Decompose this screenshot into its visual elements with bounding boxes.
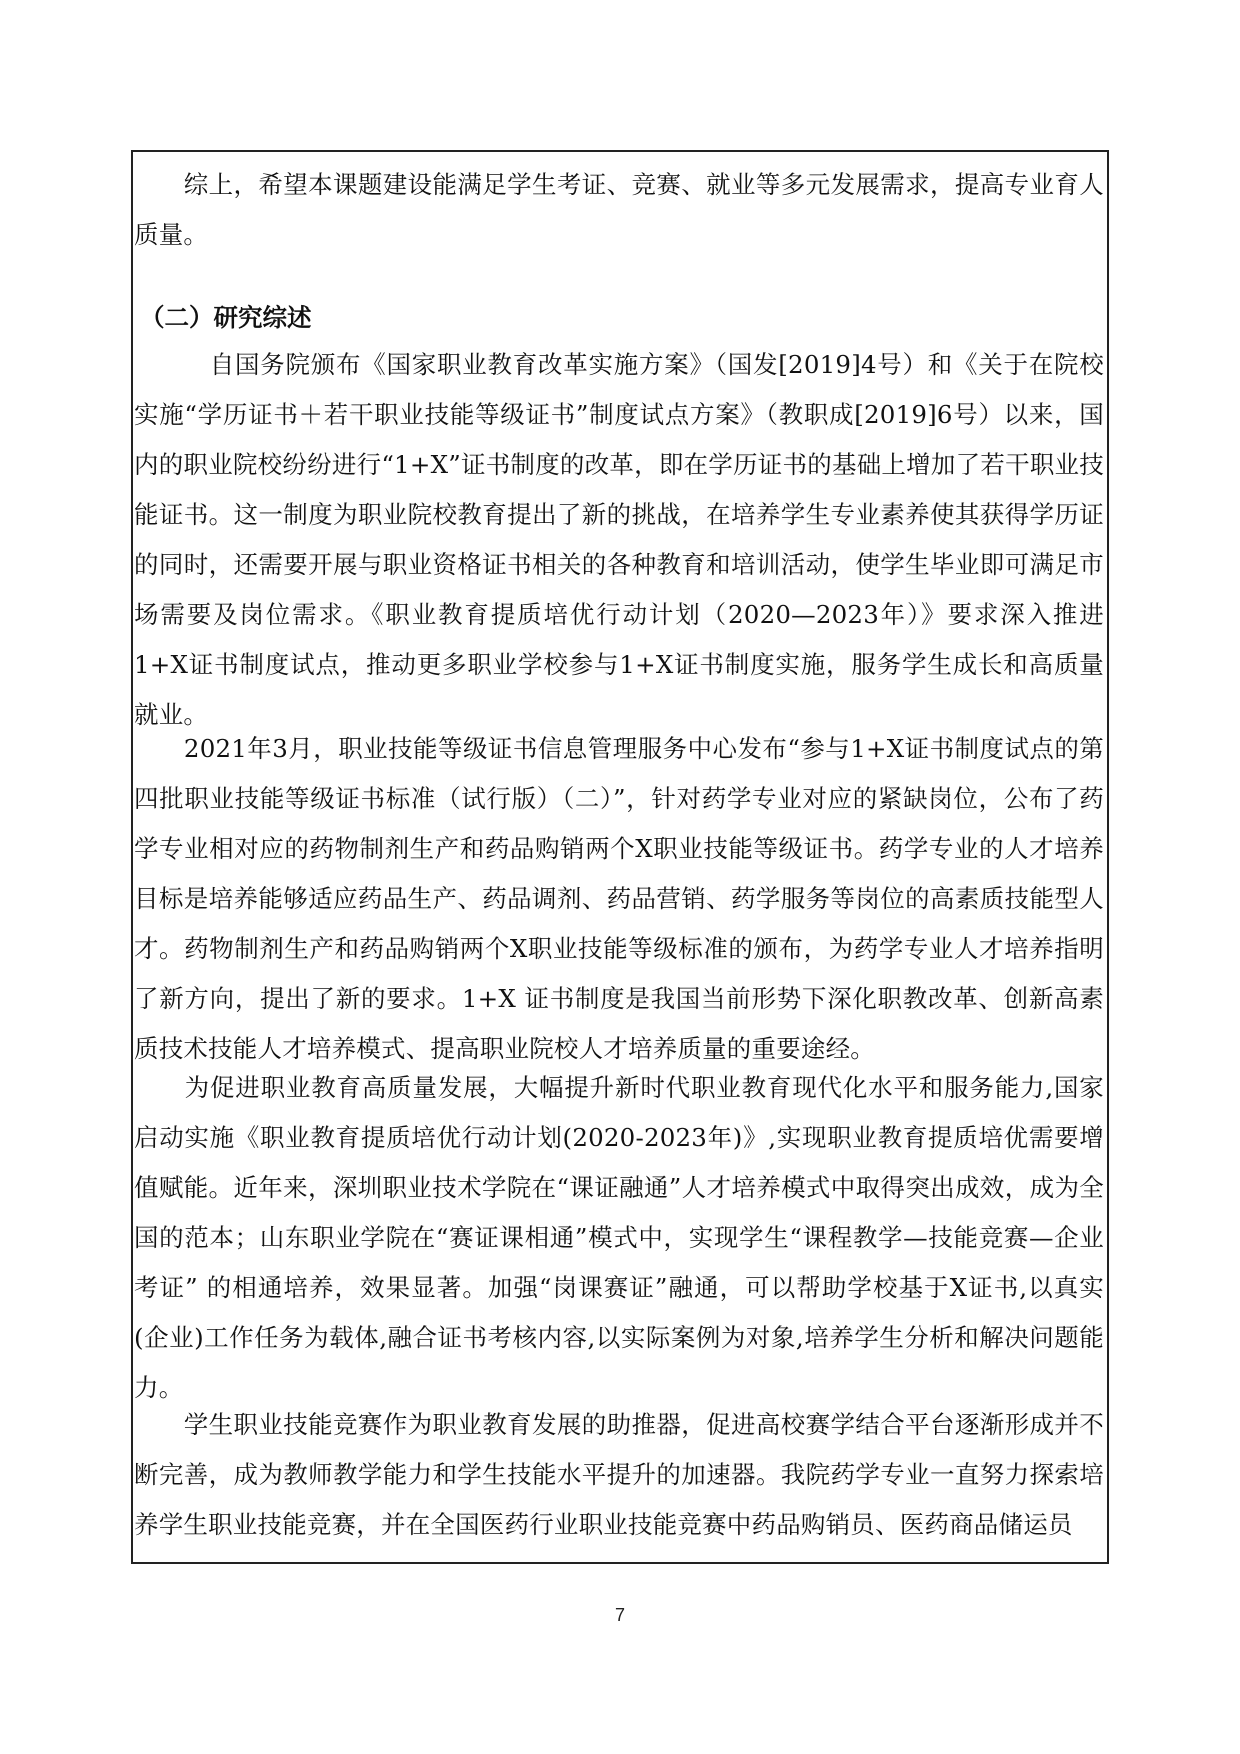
paragraph-research-overview-2: 2021年3月，职业技能等级证书信息管理服务中心发布“参与1+X证书制度试点的第四批职业技能等级证书标准（试行版）（二）”，针对药学专业对应的紧缺岗位，公布了药学专业相对应的药物制剂生产和药品购销两个X职业技能等级证书。药学专业的人才培养目标是培养能够适应药品生产、药品调剂、药品营销、药学服务等岗位的高素质技能型人才。药物制剂生产和药品购销两个X职业技能等级标准的颁布，为药学专业人才培养指明了新方向，提出了新的要求。1+X 证书制度是我国当前形势下深化职教改革、创新高素质技术技能人才培养模式、提高职业院校人才培养质量的重要途经。	[134, 734, 1104, 1063]
section-heading: （二）研究综述	[140, 303, 312, 332]
paragraph-summary: 综上，希望本课题建设能满足学生考证、竞赛、就业等多元发展需求，提高专业育人质量。	[134, 170, 1104, 249]
paragraph-research-overview-4: 学生职业技能竞赛作为职业教育发展的助推器，促进高校赛学结合平台逐渐形成并不断完善，成为教师教学能力和学生技能水平提升的加速器。我院药学专业一直努力探索培养学生职业技能竞赛，并在全国医药行业职业技能竞赛中药品购销员、医药商品储运员	[134, 1410, 1104, 1539]
paragraph-research-overview-3: 为促进职业教育高质量发展，大幅提升新时代职业教育现代化水平和服务能力,国家启动实施《职业教育提质培优行动计划(2020-2023年)》,实现职业教育提质培优需要增值赋能。近年来，深圳职业技术学院在“课证融通”人才培养模式中取得突出成效，成为全国的范本；山东职业学院在“赛证课相通”模式中，实现学生“课程教学—技能竞赛—企业考证” 的相通培养，效果显著。加强“岗课赛证”融通，可以帮助学校基于X证书,以真实(企业)工作任务为载体,融合证书考核内容,以实际案例为对象,培养学生分析和解决问题能力。	[134, 1073, 1104, 1402]
page-number: 7	[614, 1605, 625, 1625]
paragraph-research-overview-1: 自国务院颁布《国家职业教育改革实施方案》（国发[2019]4号）和《关于在院校实施“学历证书＋若干职业技能等级证书”制度试点方案》（教职成[2019]6号）以来，国内的职业院校纷纷进行“1+X”证书制度的改革，即在学历证书的基础上增加了若干职业技能证书。这一制度为职业院校教育提出了新的挑战，在培养学生专业素养使其获得学历证的同时，还需要开展与职业资格证书相关的各种教育和培训活动，使学生毕业即可满足市场需要及岗位需求。《职业教育提质培优行动计划（2020—2023年）》要求深入推进1+X证书制度试点，推动更多职业学校参与1+X证书制度实施，服务学生成长和高质量就业。	[134, 350, 1104, 729]
